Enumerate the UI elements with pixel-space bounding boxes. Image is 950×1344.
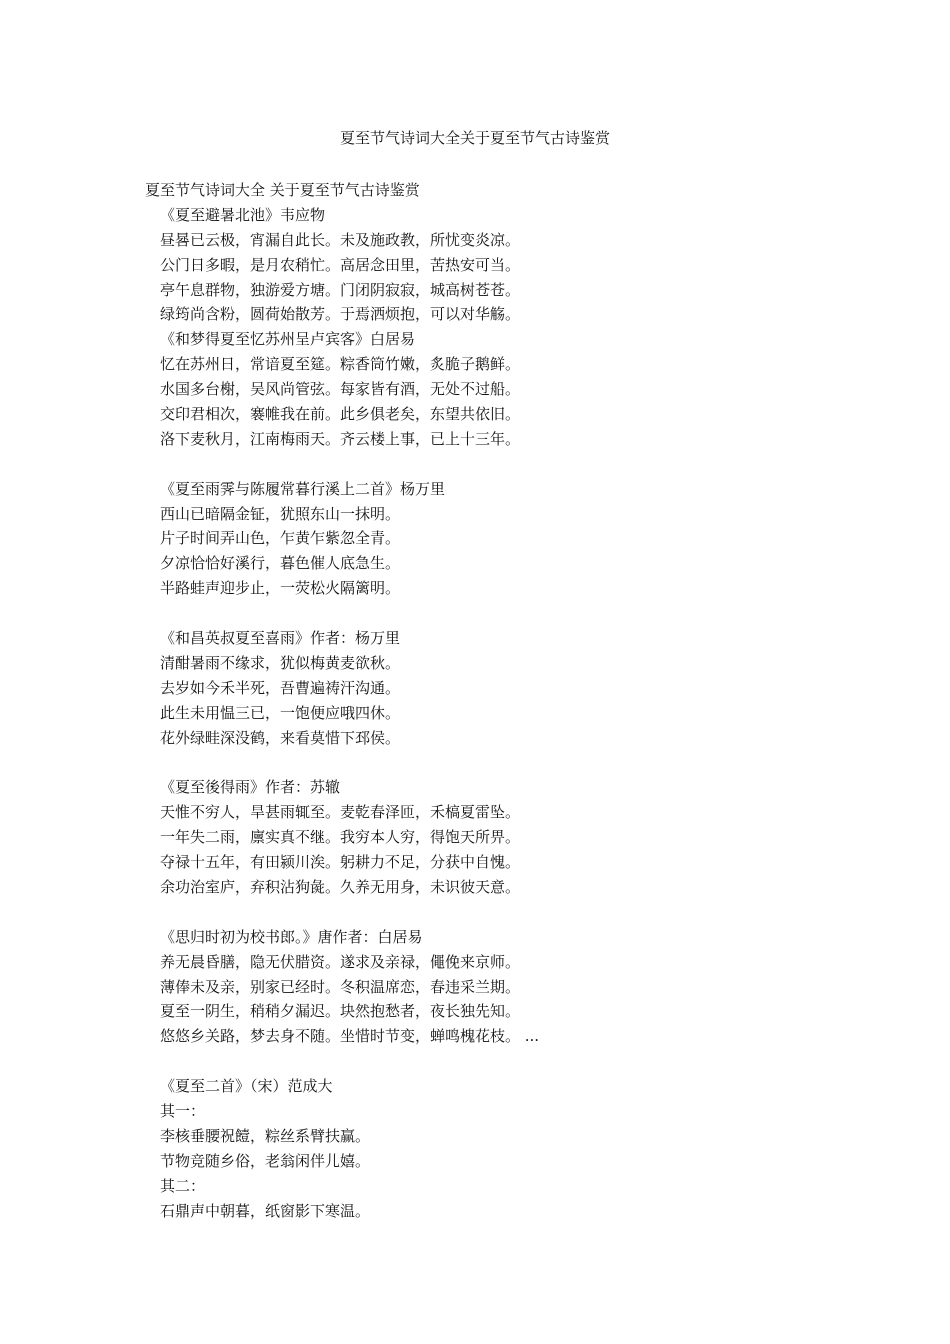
document-title: 夏至节气诗词大全关于夏至节气古诗鉴赏 (339, 129, 610, 147)
poem-line: 养无晨昏膳，隐无伏腊资。遂求及亲禄，僶俛来京师。 (160, 952, 521, 971)
poem-title: 《和昌英叔夏至喜雨》作者：杨万里 (160, 629, 401, 648)
blank-line (145, 900, 845, 925)
poem-line: 公门日多暇，是月农稍忙。高居念田里，苦热安可当。 (160, 255, 521, 274)
poem-line: 去岁如今禾半死，吾曹遍祷汗沟通。 (160, 678, 401, 697)
poem-title: 《思归时初为校书郎。》唐作者：白居易 (160, 927, 423, 946)
poem-line: 天惟不穷人，旱甚雨辄至。麦乾春泽匝，禾槁夏雷坠。 (160, 803, 521, 822)
poem-title: 《夏至避暑北池》韦应物 (160, 205, 326, 224)
document-heading: 夏至节气诗词大全 关于夏至节气古诗鉴赏 (145, 181, 420, 199)
poem-title: 《和梦得夏至忆苏州呈卢宾客》白居易 (160, 330, 416, 349)
blank-line (145, 1049, 845, 1074)
poem-line: 节物竞随乡俗，老翁闲伴儿嬉。 (160, 1151, 371, 1170)
poem-line: 一年失二雨，廪实真不继。我穷本人穷，得饱天所畀。 (160, 828, 521, 847)
poem-line: 昼晷已云极，宵漏自此长。未及施政教，所忧变炎凉。 (160, 230, 521, 249)
poem-line: 悠悠乡关路，梦去身不随。坐惜时节变，蝉鸣槐花枝。 ... (160, 1027, 540, 1046)
document-body (145, 178, 845, 1223)
poem-line: 薄俸未及亲，别家已经时。冬积温席恋，春违采兰期。 (160, 977, 521, 996)
poem-line: 李核垂腰祝饐，粽丝系臂扶赢。 (160, 1126, 371, 1145)
poem-line: 夺禄十五年，有田颍川涘。躬耕力不足，分获中自愧。 (160, 853, 521, 872)
blank-line (145, 750, 845, 775)
poem-line: 余功治室庐，弃积沾狗彘。久养无用身，未识彼天意。 (160, 877, 521, 896)
poem-subheading: 其二： (160, 1176, 206, 1195)
poem-line: 夕凉恰恰好溪行，暮色催人底急生。 (160, 554, 401, 573)
poem-title: 《夏至二首》（宋）范成大 (160, 1077, 333, 1096)
poem-title: 《夏至雨霁与陈履常暮行溪上二首》杨万里 (160, 479, 446, 498)
poem-line: 此生未用愠三已，一饱便应哦四休。 (160, 703, 401, 722)
poem-line: 绿筠尚含粉，圆荷始散芳。于焉洒烦抱，可以对华觞。 (160, 305, 521, 324)
poem-line: 半路蛙声迎步止，一荧松火隔篱明。 (160, 579, 401, 598)
poem-title: 《夏至後得雨》作者：苏辙 (160, 778, 341, 797)
poem-line: 忆在苏州日，常谙夏至筵。粽香筒竹嫩，炙脆子鹅鲜。 (160, 355, 521, 374)
poem-line: 水国多台榭，吴风尚管弦。每家皆有酒，无处不过船。 (160, 380, 521, 399)
poem-line: 亭午息群物，独游爱方塘。门闭阴寂寂，城高树苍苍。 (160, 280, 521, 299)
poem-line: 交印君相次，褰帷我在前。此乡俱老矣，东望共依旧。 (160, 405, 521, 424)
blank-line (145, 452, 845, 477)
poem-line: 西山已暗隔金钲，犹照东山一抹明。 (160, 504, 401, 523)
poem-subheading: 其一： (160, 1101, 206, 1120)
poem-line: 花外绿畦深没鹤，来看莫惜下邳侯。 (160, 728, 401, 747)
blank-line (145, 601, 845, 626)
poem-line: 片子时间弄山色，乍黄乍紫忽全青。 (160, 529, 401, 548)
poem-line: 夏至一阴生，稍稍夕漏迟。块然抱愁者，夜长独先知。 (160, 1002, 521, 1021)
poem-line: 洛下麦秋月，江南梅雨天。齐云楼上事，已上十三年。 (160, 429, 521, 448)
poem-line: 石鼎声中朝暮，纸窗影下寒温。 (160, 1201, 371, 1220)
poem-line: 清酣暑雨不缘求，犹似梅黄麦欲秋。 (160, 653, 401, 672)
